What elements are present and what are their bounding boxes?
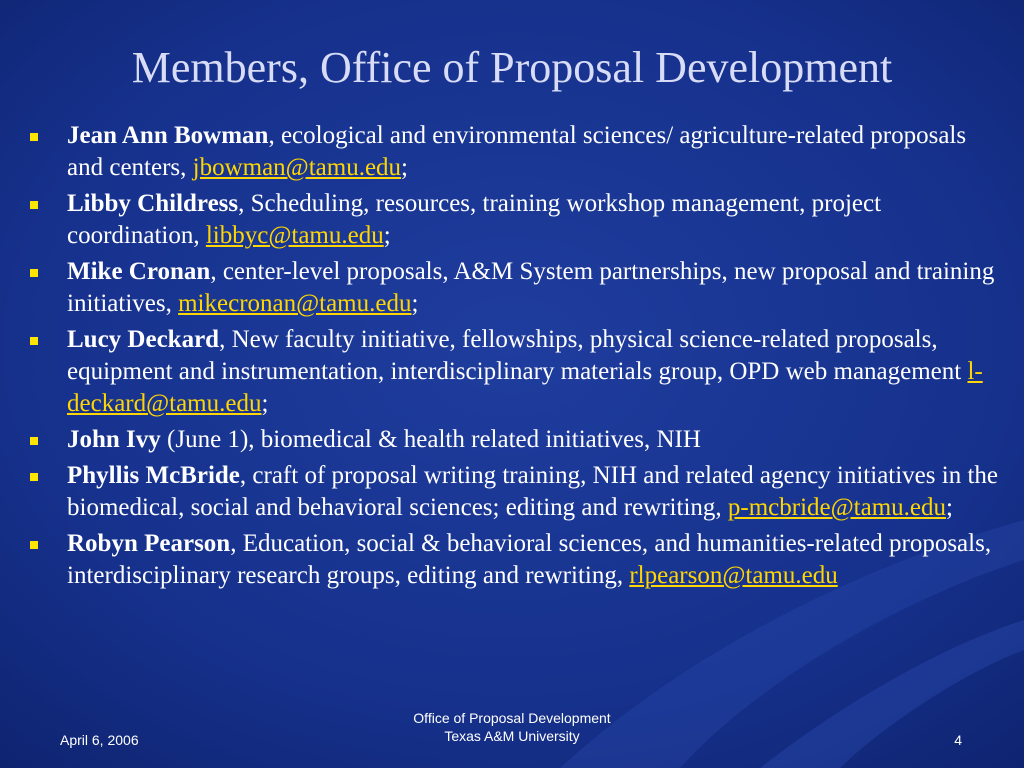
member-description: , Scheduling, resources, training workshop management, project coordination, <box>67 190 882 249</box>
separator: ; <box>411 290 419 317</box>
square-bullet-icon <box>30 437 38 445</box>
page-number: 4 <box>954 732 962 748</box>
square-bullet-icon <box>30 269 38 277</box>
member-description: , New faculty initiative, fellowships, physical science-related proposals, equipment and instrumentation, interdisciplinary materials group, OPD web management <box>67 326 968 385</box>
member-name: Libby Childress <box>67 190 239 217</box>
square-bullet-icon <box>30 473 38 481</box>
slide-title: Members, Office of Proposal Development <box>131 43 893 92</box>
separator: ; <box>945 494 953 521</box>
member-name: Lucy Deckard <box>67 326 220 353</box>
member-description: , center-level proposals, A&M System partnerships, new proposal and training initiatives, <box>67 258 995 317</box>
member-description: (June 1), biomedical & health related initiatives, NIH <box>160 426 701 453</box>
member-description: , Education, social & behavioral sciences, and humanities-related proposals, interdisciplinary research groups, editing and rewriting, <box>67 530 992 589</box>
member-list <box>30 120 1000 596</box>
email-link[interactable]: rlpearson@tamu.edu <box>629 562 838 589</box>
list-item <box>30 120 1000 184</box>
list-item <box>30 256 1000 320</box>
member-name: John Ivy <box>67 426 161 453</box>
separator: ; <box>383 222 391 249</box>
list-item <box>30 460 1000 524</box>
square-bullet-icon <box>30 133 38 141</box>
member-name: Phyllis McBride <box>67 462 240 489</box>
footer-date: April 6, 2006 <box>60 732 139 748</box>
member-name: Mike Cronan <box>67 258 211 285</box>
separator: ; <box>261 390 269 417</box>
member-description: , craft of proposal writing training, NIH and related agency initiatives in the biomedical, social and behavioral sciences; editing and rewriting, <box>67 462 998 521</box>
email-link[interactable]: jbowman@tamu.edu <box>192 154 402 181</box>
email-link[interactable]: mikecronan@tamu.edu <box>178 290 412 317</box>
member-name: Jean Ann Bowman <box>67 122 269 149</box>
member-name: Robyn Pearson <box>67 530 231 557</box>
list-item <box>30 188 1000 252</box>
email-link[interactable]: l-deckard@tamu.edu <box>67 358 983 417</box>
square-bullet-icon <box>30 541 38 549</box>
email-link[interactable]: p-mcbride@tamu.edu <box>727 494 946 521</box>
footer-org-line1: Office of Proposal Development <box>413 710 611 726</box>
footer-org-line2: Texas A&M University <box>444 728 580 744</box>
square-bullet-icon <box>30 201 38 209</box>
separator: ; <box>401 154 408 181</box>
list-item <box>30 528 1000 592</box>
list-item <box>30 324 1000 420</box>
member-description: , ecological and environmental sciences/ agriculture-related proposals and centers, <box>67 122 967 181</box>
email-link[interactable]: libbyc@tamu.edu <box>205 222 384 249</box>
footer-organization <box>362 709 662 745</box>
square-bullet-icon <box>30 337 38 345</box>
list-item <box>30 424 1000 456</box>
